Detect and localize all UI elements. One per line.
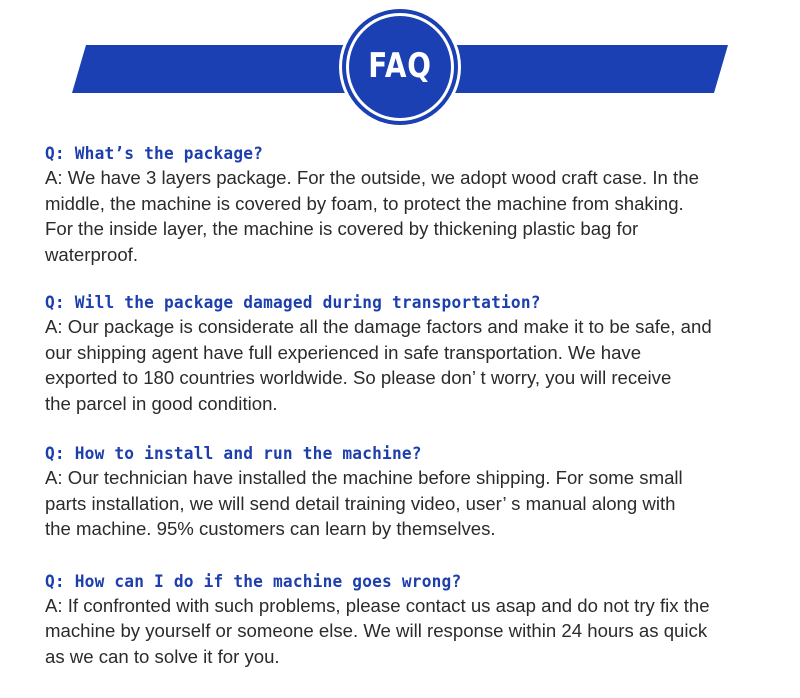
- faq-banner: [0, 0, 800, 130]
- page-title: FAQ: [368, 46, 432, 86]
- faq-answer-line: as we can to solve it for you.: [45, 645, 280, 667]
- faq-answer-line: machine by yourself or someone else. We will response within 24 hours as quick: [45, 620, 708, 641]
- faq-answer-line: A: Our package is considerate all the damage factors and make it to be safe, and: [45, 316, 712, 337]
- faq-question: Q: Will the package damaged during transportation?: [45, 293, 541, 313]
- faq-answer-line: middle, the machine is covered by foam, to protect the machine from shaking.: [45, 192, 684, 214]
- faq-answer-line: the machine. 95% customers can learn by themselves.: [45, 518, 496, 539]
- faq-answer: [45, 593, 780, 670]
- faq-question: Q: What’s the package?: [45, 144, 264, 164]
- faq-question: Q: How to install and run the machine?: [45, 444, 422, 464]
- faq-item: [45, 292, 780, 416]
- faq-answer-line: parts installation, we will send detail training video, user’ s manual along with: [45, 492, 676, 514]
- faq-question: Q: How can I do if the machine goes wrong?: [45, 571, 462, 592]
- faq-answer-line: A: Our technician have installed the machine before shipping. For some small: [45, 467, 683, 488]
- faq-answer-line: waterproof.: [45, 243, 139, 265]
- faq-answer: [45, 465, 780, 542]
- faq-item: [45, 143, 780, 267]
- faq-answer-line: our shipping agent have full experienced in safe transportation. We have: [45, 341, 642, 363]
- faq-answer-line: A: If confronted with such problems, please contact us asap and do not try fix the: [45, 594, 710, 616]
- faq-answer-line: the parcel in good condition.: [45, 392, 278, 414]
- faq-answer-line: exported to 180 countries worldwide. So please don’ t worry, you will receive: [45, 367, 672, 388]
- faq-answer: [45, 165, 780, 267]
- faq-item: [45, 571, 780, 670]
- faq-answer: [45, 314, 780, 416]
- faq-answer-line: A: We have 3 layers package. For the outside, we adopt wood craft case. In the: [45, 167, 699, 188]
- faq-item: [45, 443, 780, 542]
- faq-answer-line: For the inside layer, the machine is covered by thickening plastic bag for: [45, 218, 639, 239]
- faq-list: [45, 143, 780, 694]
